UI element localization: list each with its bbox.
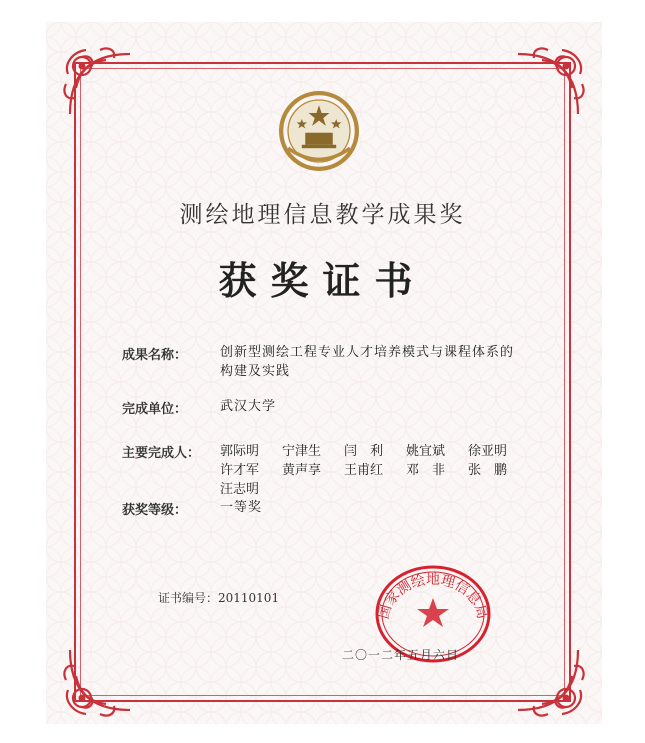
person-name: 闫 利 [344,444,384,459]
corner-ornament-icon [60,44,140,124]
person-name: 汪志明 [220,482,260,497]
person-name: 姚宜斌 [406,444,446,459]
persons-list [220,442,530,499]
person-name: 王甫红 [344,463,384,478]
person-name: 许才军 [220,463,260,478]
corner-ornament-icon [508,640,588,720]
certificate-number: 证书编号：20110101 [158,591,280,605]
persons-label: 主要完成人： [122,446,201,461]
seal-text: 国家测绘地理信息局 [375,572,491,621]
achievement-label: 成果名称： [122,348,188,363]
national-emblem-icon [276,88,362,174]
person-name: 邓 非 [406,463,446,478]
grade-value: 一等奖 [220,500,263,515]
person-name: 宁津生 [282,444,322,459]
corner-ornament-icon [508,44,588,124]
award-name: 测绘地理信息教学成果奖 [179,202,466,228]
corner-ornament-icon [60,640,140,720]
issue-date: 二〇一二年五月六日 [342,648,460,662]
achievement-value: 创新型测绘工程专业人才培养模式与课程体系的构建及实践 [220,345,515,379]
person-name: 郭际明 [220,444,260,459]
person-name: 张 鹏 [468,463,508,478]
certificate-title: 获奖证书 [218,258,427,303]
unit-value: 武汉大学 [220,399,277,414]
person-name: 徐亚明 [468,444,508,459]
unit-label: 完成单位： [122,402,188,417]
grade-label: 获奖等级： [122,503,188,518]
person-name: 黄声享 [282,463,322,478]
